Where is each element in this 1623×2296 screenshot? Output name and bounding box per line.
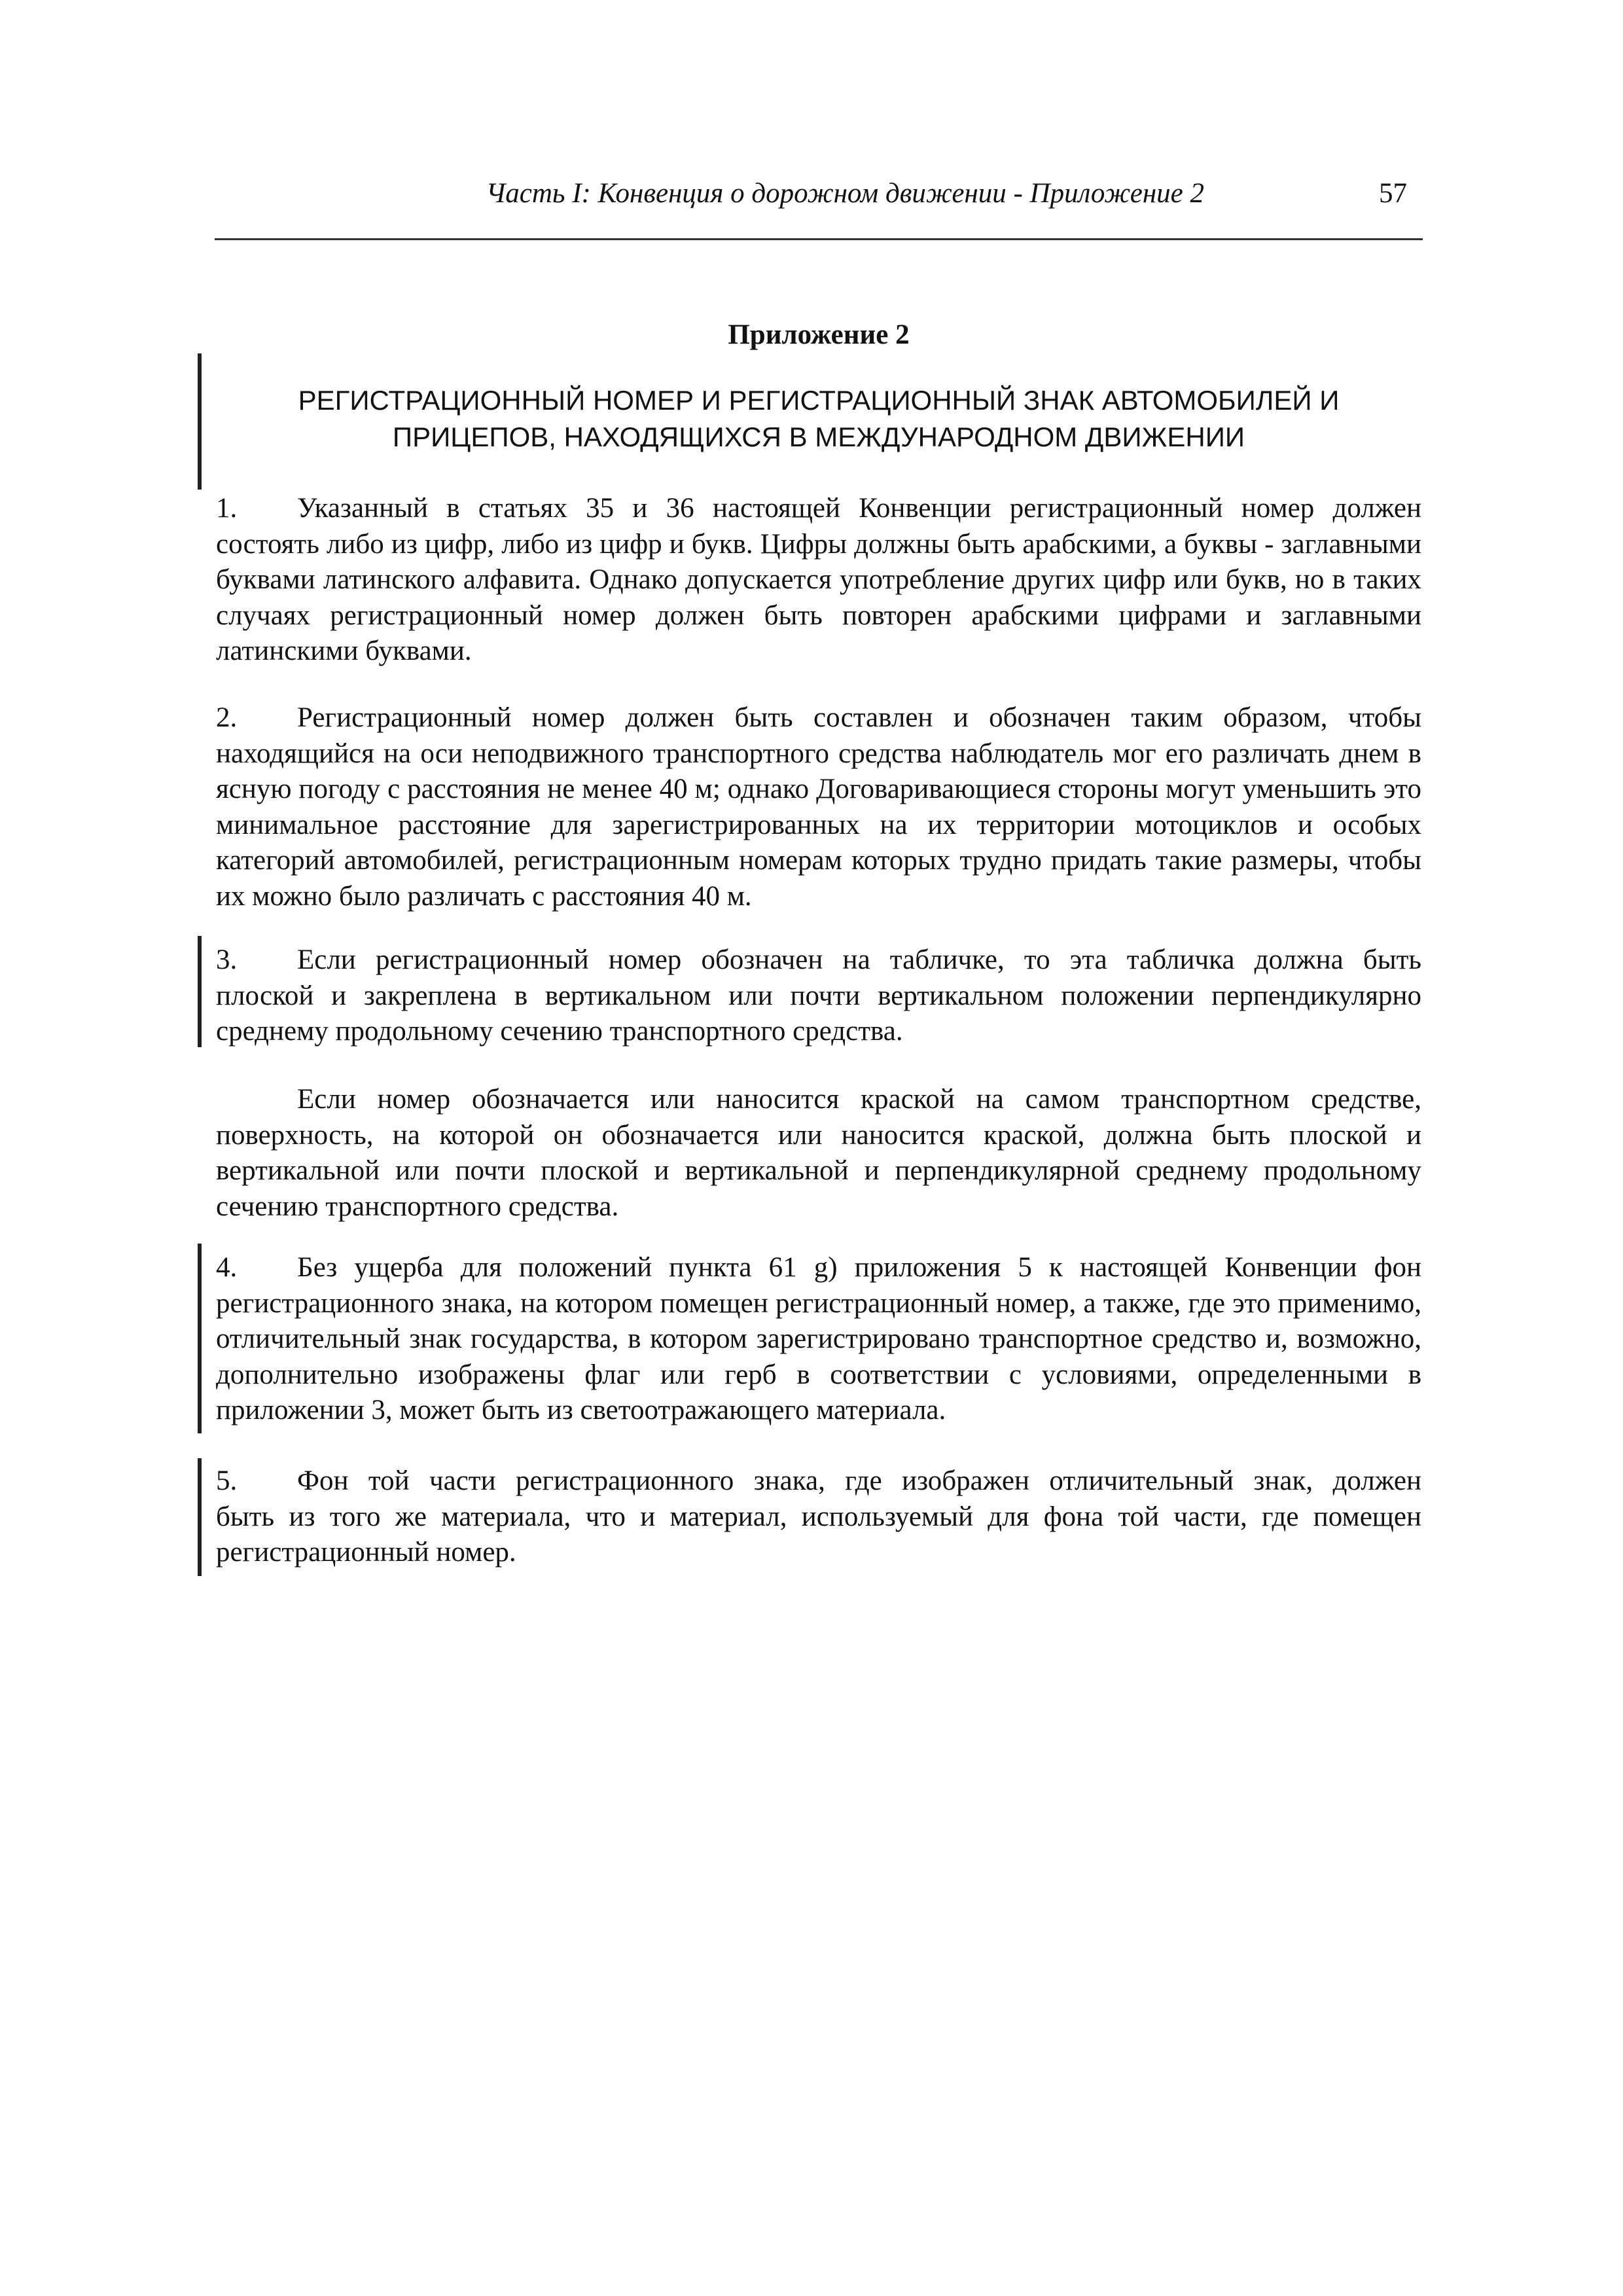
paragraph-4 — [216, 1250, 1421, 1429]
paragraph-number: 5. — [216, 1465, 238, 1496]
paragraph-number: 1. — [216, 493, 238, 524]
revision-bar-paragraph-3 — [198, 936, 202, 1047]
revision-bar-paragraph-5 — [198, 1458, 202, 1576]
running-header-title: Часть I: Конвенция о дорожном движении - Приложение 2 — [486, 178, 1204, 209]
paragraph-text: находящийся на оси неподвижного транспортного средства наблюдатель мог его различать днем в ясную погоду с расстояния не менее 40 м; однако Договаривающиеся стороны могут уменьшить это минимальное расстояние для зарегистрированных на их территории мотоциклов и особых категорий автомобилей, регистрационным номерам которых трудно придать такие размеры, чтобы их можно было различать с расстояния 40 м. — [216, 738, 1421, 912]
paragraph-number: 2. — [216, 702, 238, 733]
paragraph-3 — [216, 942, 1421, 1050]
paragraph-first-line: Фон той части регистрационного знака, где изображен отличительный знак, должен — [297, 1465, 1421, 1496]
paragraph-text: поверхность, на которой он обозначается или наносится краской, должна быть плоской и вертикальной или почти плоской и вертикальной и перпендикулярной среднему продольному сечению транспортного средства. — [216, 1119, 1421, 1222]
annex-title-line: ПРИЦЕПОВ, НАХОДЯЩИХСЯ В МЕЖДУНАРОДНОМ ДВИЖЕНИИ — [392, 422, 1245, 452]
revision-bar-paragraph-4 — [198, 1244, 202, 1433]
annex-title — [216, 382, 1421, 456]
annex-label: Приложение 2 — [728, 319, 910, 350]
paragraph-first-line: Без ущерба для положений пункта 61 g) приложения 5 к настоящей Конвенции фон — [297, 1252, 1421, 1283]
paragraph-2 — [216, 700, 1421, 914]
paragraph-number: 4. — [216, 1252, 238, 1283]
paragraph-5 — [216, 1463, 1421, 1571]
paragraph-first-line: Указанный в статьях 35 и 36 настоящей Конвенции регистрационный номер должен — [297, 493, 1421, 524]
paragraph-text: состоять либо из цифр, либо из цифр и букв. Цифры должны быть арабскими, а буквы - заглавными буквами латинского алфавита. Однако допускается употребление других цифр или букв, но в таких случаях регистрационный номер должен быть повторен арабскими цифрами и заглавными латинскими буквами. — [216, 528, 1421, 666]
paragraph-3-continuation — [216, 1082, 1421, 1225]
revision-bar-title — [198, 353, 202, 490]
paragraph-text: быть из того же материала, что и материал, используемый для фона той части, где помещен регистрационный номер. — [216, 1501, 1421, 1568]
paragraph-text: регистрационного знака, на котором помещен регистрационный номер, а также, где это применимо, отличительный знак государства, в котором зарегистрировано транспортное средство и, возможно, дополнительно изображены флаг или герб в соответствии с условиями, определенными в приложении 3, может быть из светоотражающего материала. — [216, 1287, 1421, 1426]
paragraph-number: 3. — [216, 944, 238, 975]
paragraph-text: плоской и закреплена в вертикальном или почти вертикальном положении перпендикулярно среднему продольному сечению транспортного средства. — [216, 980, 1421, 1047]
header-divider — [215, 238, 1423, 240]
paragraph-first-line: Если номер обозначается или наносится краской на самом транспортном средстве, — [297, 1084, 1421, 1115]
paragraph-1 — [216, 491, 1421, 670]
annex-title-line: РЕГИСТРАЦИОННЫЙ НОМЕР И РЕГИСТРАЦИОННЫЙ ЗНАК АВТОМОБИЛЕЙ И — [298, 385, 1340, 416]
paragraph-first-line: Регистрационный номер должен быть составлен и обозначен таким образом, чтобы — [297, 702, 1421, 733]
paragraph-first-line: Если регистрационный номер обозначен на табличке, то эта табличка должна быть — [297, 944, 1421, 975]
page-number: 57 — [1379, 178, 1407, 209]
